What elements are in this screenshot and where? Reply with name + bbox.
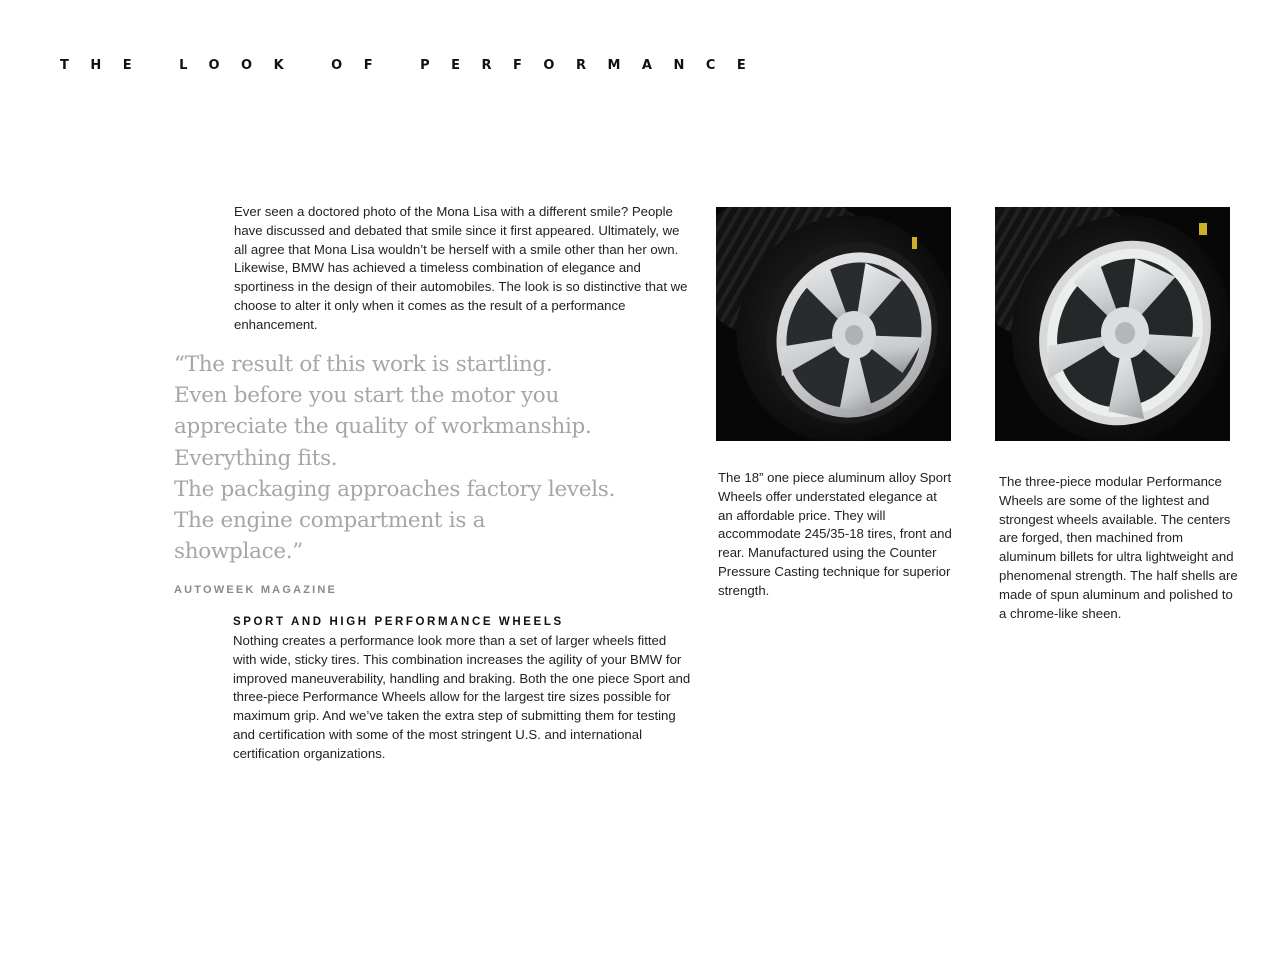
quote-line: Everything fits. [174,445,338,471]
quote-line: appreciate the quality of workmanship. [174,414,592,440]
quote-line: The packaging approaches factory levels. [174,476,616,502]
performance-wheel-illustration [995,207,1230,441]
sport-wheel-caption: The 18” one piece aluminum alloy Sport Wheels offer understated elegance at an affordable price. They will accommodate 245/35-18 tires, front and rear. Manufactured using the Counter Pressure Casting technique for superior strength. [718,470,952,598]
intro-paragraph: Ever seen a doctored photo of the Mona Lisa with a different smile? People have discussed and debated that smile since it first appeared. Ultimately, we all agree that Mona Lisa wouldn’t be herself with a smile other than her own. Likewise, BMW has achieved a timeless combination of elegance and sportiness in the design of their automobiles. The look is so distinctive that we choose to alter it only when it comes as the result of a performance enhancement. [234,204,688,332]
quote-line: The engine compartment is a [174,508,486,534]
pull-quote [174,349,674,567]
sport-wheel-illustration [716,207,951,441]
quote-attribution: AUTOWEEK MAGAZINE [174,584,338,596]
performance-wheel-photo [995,207,1230,441]
section-heading: SPORT AND HIGH PERFORMANCE WHEELS [233,616,564,628]
section-body: Nothing creates a performance look more than a set of larger wheels fitted with wide, sticky tires. This combination increases the agility of your BMW for improved maneuverability, handling and braking. Both the one piece Sport and three-piece Performance Wheels allow for the largest tire sizes possible for maximum grip. And we’ve taken the extra step of submitting them for testing and certification with some of the most stringent U.S. and international certification organizations. [233,633,691,761]
quote-line: Even before you start the motor you [174,383,559,409]
quote-line: “The result of this work is startling. [174,352,553,377]
page-title: THE LOOK OF PERFORMANCE [60,58,768,73]
performance-wheel-caption: The three-piece modular Performance Wheels are some of the lightest and strongest wheels available. The centers are forged, then machined from aluminum billets for ultra lightweight and phenomenal strength. The half shells are made of spun aluminum and polished to a chrome-like sheen. [999,474,1238,621]
sport-wheel-photo [716,207,951,441]
quote-line: showplace.” [174,539,303,565]
